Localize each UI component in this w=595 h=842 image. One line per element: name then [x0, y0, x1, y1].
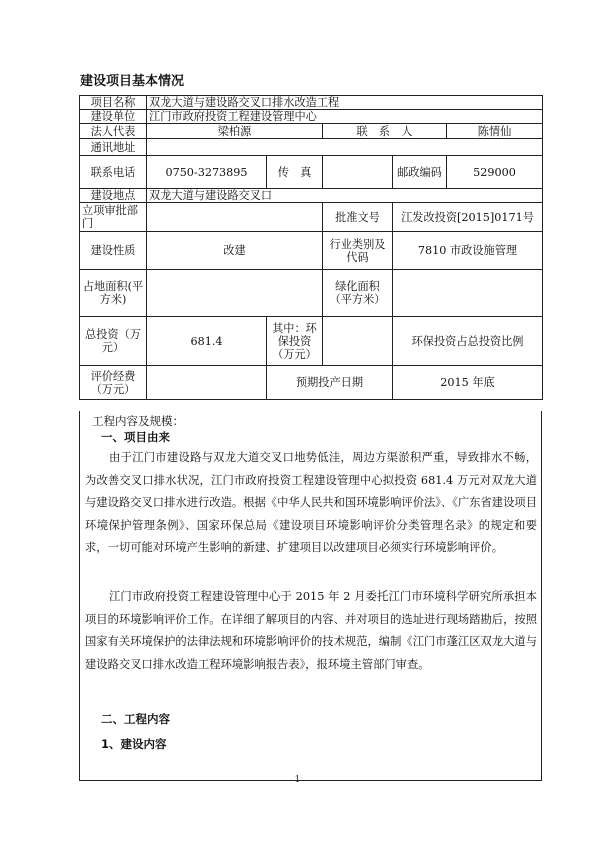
eval-fee-label: 评价经费（万元）	[80, 366, 147, 400]
contact-value: 陈情仙	[447, 124, 543, 139]
area-value	[147, 270, 323, 317]
investment-label: 总投资（万元）	[80, 317, 147, 366]
investment-value: 681.4	[147, 317, 267, 366]
section-title-origin: 一、项目由来	[101, 430, 170, 444]
phone-value: 0750-3273895	[147, 156, 267, 189]
legal-rep-value: 梁柏源	[147, 124, 323, 139]
project-name-value: 双龙大道与建设路交叉口排水改造工程	[147, 96, 543, 110]
project-info-table	[79, 95, 543, 400]
industry-label: 行业类别及代码	[323, 232, 393, 270]
unit-label: 建设单位	[80, 110, 147, 124]
env-invest-label: 其中：环保投资（万元）	[267, 317, 323, 366]
address-value	[147, 139, 543, 156]
paragraph-commission: 江门市政府投资工程建设管理中心于 2015 年 2 月委托江门市环境科学研究所承担本项目的环境影响评价工作。在详细了解项目的内容、并对项目的选址进行现场踏勘后，按照国家有关环境保护的法律法规和环境影响评价的技术规范，编制《江门市蓬江区双龙大道与建设路交叉口排水改造工程环境影响报告表》，报环境主管部门审查。	[85, 590, 537, 671]
page-number: 1	[294, 775, 301, 785]
operation-date-label: 预期投产日期	[267, 366, 393, 400]
eval-fee-value	[147, 366, 267, 400]
env-ratio-label-text: 环保投资占总投资比例	[411, 334, 524, 348]
nature-label: 建设性质	[80, 232, 147, 270]
postcode-label: 邮政编码	[393, 156, 447, 189]
operation-date-value: 2015 年底	[393, 366, 543, 400]
scope-label: 工程内容及规模：	[92, 414, 184, 428]
location-value: 双龙大道与建设路交叉口	[147, 189, 543, 203]
project-name-label: 项目名称	[80, 96, 147, 110]
address-label: 通讯地址	[80, 139, 147, 156]
green-area-label: 绿化面积（平方米）	[323, 270, 393, 317]
section-title-content: 二、工程内容	[101, 712, 170, 726]
postcode-value: 529000	[447, 156, 543, 189]
phone-label: 联系电话	[80, 156, 147, 189]
approval-no-value: 江发改投资[2015]0171号	[393, 203, 543, 232]
location-label: 建设地点	[80, 189, 147, 203]
fax-value	[323, 156, 393, 189]
page-title: 建设项目基本情况	[80, 74, 185, 89]
env-ratio-label	[393, 317, 543, 366]
area-label: 占地面积(平方米)	[80, 270, 147, 317]
approval-dept-label: 立项审批部门	[80, 203, 147, 232]
section-title-construction: 1、建设内容	[101, 737, 167, 751]
nature-value: 改建	[147, 232, 323, 270]
project-content-box	[79, 411, 542, 781]
legal-rep-label: 法人代表	[80, 124, 147, 139]
approval-no-label: 批准文号	[323, 203, 393, 232]
unit-value: 江门市政府投资工程建设管理中心	[147, 110, 543, 124]
industry-value: 7810 市政设施管理	[393, 232, 543, 270]
env-invest-value	[323, 317, 393, 366]
paragraph-origin: 由于江门市建设路与双龙大道交叉口地势低洼，周边方渠淤积严重，导致排水不畅，为改善交叉口排水状况，江门市政府投资工程建设管理中心拟投资 681.4 万元对双龙大道与建设路交叉口排水进行改造。根据《中华人民共和国环境影响评价法》、《广东省建设项目环境保护管理条例》、国家环保总局《建设项目环境影响评价分类管理名录》的规定和要求，一切可能对环境产生影响的新建、扩建项目以改建项目必须实行环境影响评价。	[85, 451, 537, 554]
green-area-value	[393, 270, 543, 317]
contact-label: 联 系 人	[323, 124, 447, 139]
approval-dept-value	[147, 203, 323, 232]
fax-label: 传 真	[267, 156, 323, 189]
